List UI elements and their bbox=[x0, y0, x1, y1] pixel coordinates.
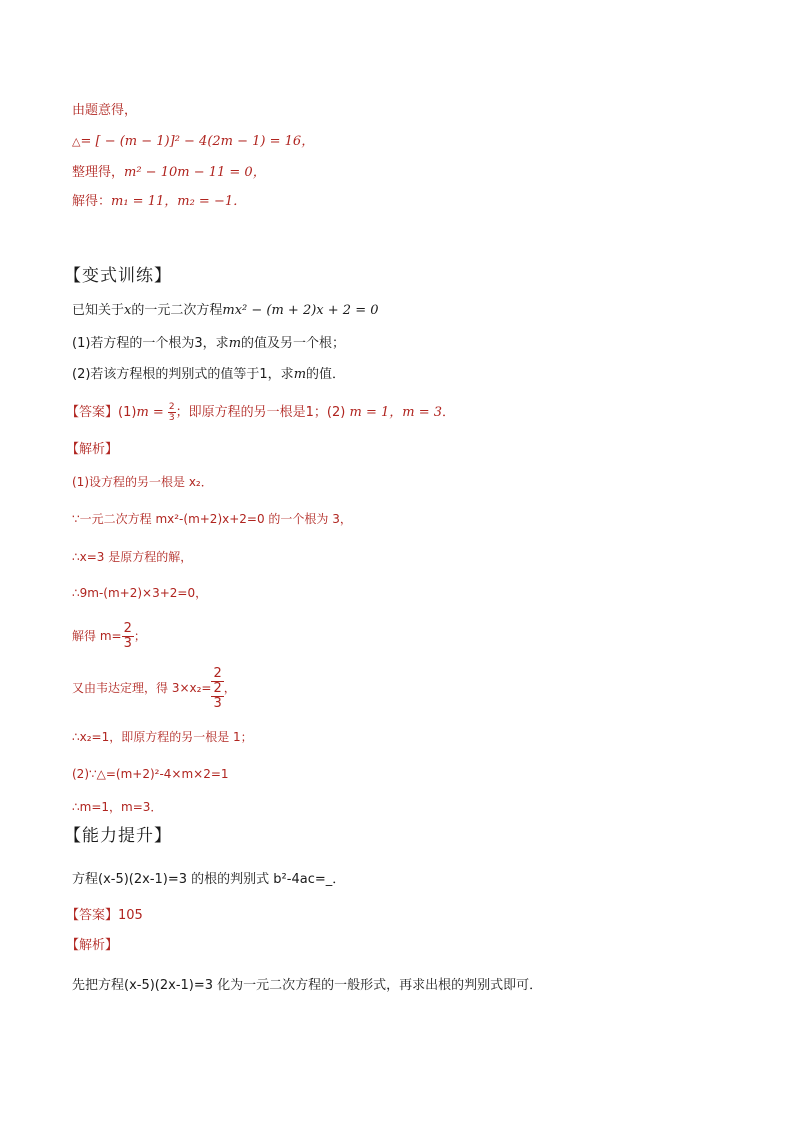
simplify-label: 整理得， bbox=[72, 165, 125, 180]
answer-line: 【答案】(1)m = $\frac{2}{3}$ ；即原方程的另一根是1；(2) m = 1，m = 3． bbox=[66, 402, 456, 423]
simplified-equation: m² − 10m − 11 = 0， bbox=[124, 165, 266, 180]
delta-symbol: △ bbox=[72, 135, 81, 148]
compound-fraction: 2 2 3 bbox=[213, 665, 222, 711]
text-line bbox=[72, 133, 314, 151]
question-line: 已知关于x的一元二次方程mx² − (m + 2)x + 2 = 0 bbox=[72, 303, 379, 318]
answer-line bbox=[66, 907, 143, 925]
analysis-text: 先把方程(x-5)(2x-1)=3 化为一元二次方程的一般形式，再求出根的判别式即可． bbox=[72, 978, 543, 993]
answer-label: 【答案】 bbox=[66, 908, 119, 923]
solve-label: 解得： bbox=[72, 194, 112, 209]
solution-step: ∴x=3 是原方程的解， bbox=[72, 550, 193, 564]
solution-step: (1)设方程的另一根是 x₂． bbox=[72, 475, 213, 489]
analysis-label: 【解析】 bbox=[66, 442, 119, 457]
answer-fraction: $\frac{2}{3}$ bbox=[168, 402, 175, 423]
question-part-2: (2)若该方程根的判别式的值等于1，求m的值． bbox=[72, 367, 346, 382]
solution-step: 又由韦达定理，得 3×x₂= 2 2 3 ， bbox=[72, 665, 236, 711]
derivation-intro: 由题意得， bbox=[72, 103, 138, 118]
text-line bbox=[72, 102, 137, 120]
section-heading-variant: 【变式训练】 bbox=[64, 266, 172, 286]
solution-step: ∴m=1，m=3． bbox=[72, 800, 163, 814]
discriminant-equation: = [ − (m − 1)]² − 4(2m − 1) = 16， bbox=[80, 134, 315, 149]
analysis-label: 【解析】 bbox=[66, 938, 119, 953]
solution-step: 解得 m= $\frac{2}{3}$ ； bbox=[72, 621, 146, 651]
text-line bbox=[72, 193, 246, 211]
solution-step: ∵一元二次方程 mx²-(m+2)x+2=0 的一个根为 3， bbox=[72, 512, 352, 526]
solution-step: (2)∵△=(m+2)²-4×m×2=1 bbox=[72, 767, 229, 781]
question-equation: mx² − (m + 2)x + 2 = 0 bbox=[222, 303, 379, 318]
solution-values: m₁ = 11，m₂ = −1． bbox=[111, 194, 247, 209]
solution-step: ∴9m-(m+2)×3+2=0， bbox=[72, 586, 208, 600]
section-heading-ability: 【能力提升】 bbox=[64, 826, 172, 846]
answer-label: 【答案】 bbox=[66, 405, 119, 420]
question-line: 方程(x-5)(2x-1)=3 的根的判别式 b²-4ac=_． bbox=[72, 872, 346, 887]
answer-value: 105 bbox=[118, 908, 143, 923]
question-part-1: (1)若方程的一个根为3，求m的值及另一个根； bbox=[72, 336, 346, 351]
fraction-two-thirds: $\frac{2}{3}$ bbox=[123, 621, 132, 651]
solution-step: ∴x₂=1，即原方程的另一根是 1； bbox=[72, 730, 253, 744]
text-line bbox=[72, 164, 266, 182]
